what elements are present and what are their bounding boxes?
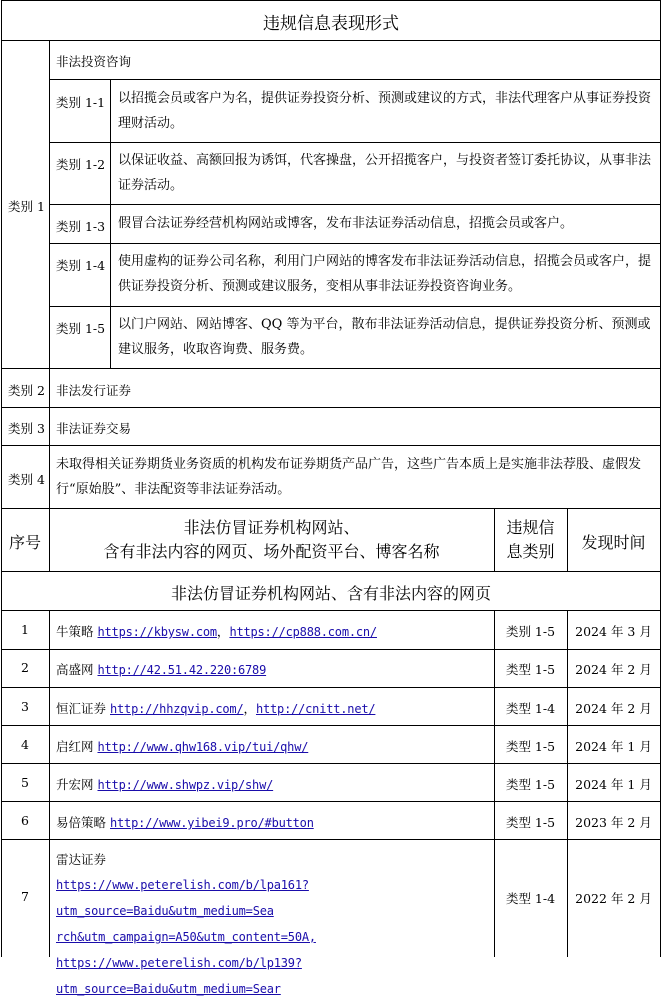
site-name: 雷达证券 <box>56 852 107 867</box>
row-name-cell <box>56 699 375 717</box>
row-number: 2 <box>21 660 29 675</box>
separator: ， <box>243 701 256 716</box>
row-time: 2023 年 2 月 <box>575 815 652 830</box>
site-name: 升宏网 <box>56 777 94 792</box>
header-type-line1: 违规信 <box>506 518 555 537</box>
separator: ， <box>216 624 230 639</box>
site-link[interactable]: https://www.peterelish.com/b/lp139?utm_source=Baidu&utm_medium=Sear <box>56 956 302 996</box>
category-3-description: 非法证券交易 <box>56 421 132 436</box>
row-type: 类型 1-5 <box>505 739 556 754</box>
header-time: 发现时间 <box>581 533 646 552</box>
row-number: 5 <box>21 775 29 790</box>
site-link[interactable]: https://cp888.com.cn/ <box>229 625 377 639</box>
row-number: 7 <box>21 889 29 904</box>
header-type <box>494 516 567 564</box>
site-link[interactable]: http://hhzqvip.com/ <box>110 702 244 716</box>
site-link-continued[interactable]: rch&utm_campaign=A50&utm_content=50A, <box>56 930 316 944</box>
row-name-cell <box>56 622 377 640</box>
row-number: 4 <box>21 737 29 752</box>
site-link[interactable]: http://www.qhw168.vip/tui/qhw/ <box>97 740 309 754</box>
subcategory-description: 假冒合法证券经营机构网站或博客，发布非法证券活动信息，招揽会员或客户。 <box>118 216 574 231</box>
site-name: 牛策略 <box>56 624 94 639</box>
subcategory-description: 以保证收益、高额回报为诱饵，代客操盘，公开招揽客户，与投资者签订委托协议，从事非法证券活动。 <box>118 153 652 193</box>
row-name-cell <box>56 737 308 755</box>
row-name-cell <box>56 847 492 1002</box>
header-name-line1: 非法仿冒证券机构网站、 <box>183 518 360 537</box>
row-type: 类型 1-5 <box>505 662 556 677</box>
subcategory-code: 类别 1-1 <box>56 95 106 110</box>
section-title: 非法仿冒证券机构网站、含有非法内容的网页 <box>170 584 491 603</box>
site-name: 恒汇证券 <box>56 701 107 716</box>
row-number: 6 <box>21 813 29 828</box>
table-title <box>1 9 661 34</box>
row-name-cell <box>56 775 273 793</box>
row-name-cell <box>56 813 314 831</box>
row-time: 2024 年 1 月 <box>575 739 652 754</box>
subcategory-description: 以门户网站、网站博客、QQ 等为平台，散布非法证券活动信息，提供证券投资分析、预测或建议服务，收取咨询费、服务费。 <box>118 317 651 357</box>
category-3-label: 类别 3 <box>8 421 45 436</box>
site-link[interactable]: https://www.peterelish.com/b/lpa161?utm_source=Baidu&utm_medium=Sea <box>56 878 309 918</box>
category-4-label: 类别 4 <box>8 472 45 487</box>
row-time: 2024 年 3 月 <box>575 624 652 639</box>
site-link[interactable]: https://kbysw.com <box>97 625 217 639</box>
row-type: 类型 1-5 <box>505 777 556 792</box>
subcategory-code: 类别 1-3 <box>56 219 106 234</box>
subcategory-code: 类别 1-2 <box>56 157 106 172</box>
site-link[interactable]: http://cnitt.net/ <box>255 702 376 716</box>
subcategory-code: 类别 1-4 <box>56 258 106 273</box>
header-name-line2: 含有非法内容的网页、场外配资平台、博客名称 <box>103 542 440 561</box>
row-time: 2024 年 1 月 <box>575 777 652 792</box>
subcategory-description: 使用虚构的证券公司名称，利用门户网站的博客发布非法证券活动信息，招揽会员或客户，提供证券投资分析、预测或建议服务，变相从事非法证券投资咨询业务。 <box>118 254 652 294</box>
category-2-description: 非法发行证券 <box>56 383 132 398</box>
header-name <box>49 516 494 564</box>
row-type: 类别 1-5 <box>505 624 556 639</box>
site-name: 高盛网 <box>56 662 94 677</box>
site-link[interactable]: http://www.shwpz.vip/shw/ <box>97 778 274 792</box>
category-1-heading: 非法投资咨询 <box>56 54 132 69</box>
site-name: 启红网 <box>56 739 94 754</box>
category-2-label: 类别 2 <box>8 383 45 398</box>
category-1-label: 类别 1 <box>8 199 45 214</box>
row-time: 2024 年 2 月 <box>575 662 652 677</box>
row-type: 类型 1-5 <box>505 815 556 830</box>
row-type: 类型 1-4 <box>505 701 556 716</box>
row-number: 1 <box>21 622 29 637</box>
subcategory-description: 以招揽会员或客户为名，提供证券投资分析、预测或建议的方式，非法代理客户从事证券投资理财活动。 <box>118 91 652 131</box>
site-link[interactable]: http://42.51.42.220:6789 <box>97 663 267 677</box>
category-4-description: 未取得相关证券期货业务资质的机构发布证券期货产品广告，这些广告本质上是实施非法荐股、虚假发行“原始股”、非法配资等非法证券活动。 <box>56 457 642 497</box>
row-time: 2024 年 2 月 <box>575 701 652 716</box>
subcategory-code: 类别 1-5 <box>56 321 106 336</box>
row-name-cell <box>56 660 266 678</box>
site-link[interactable]: http://www.yibei9.pro/#button <box>110 816 314 830</box>
header-type-line2: 息类别 <box>506 542 555 561</box>
row-number: 3 <box>21 699 29 714</box>
row-type: 类型 1-4 <box>505 891 556 906</box>
row-time: 2022 年 2 月 <box>575 891 652 906</box>
header-number: 序号 <box>8 533 41 552</box>
table-title-text: 违规信息表现形式 <box>263 14 399 34</box>
site-name: 易倍策略 <box>56 815 107 830</box>
